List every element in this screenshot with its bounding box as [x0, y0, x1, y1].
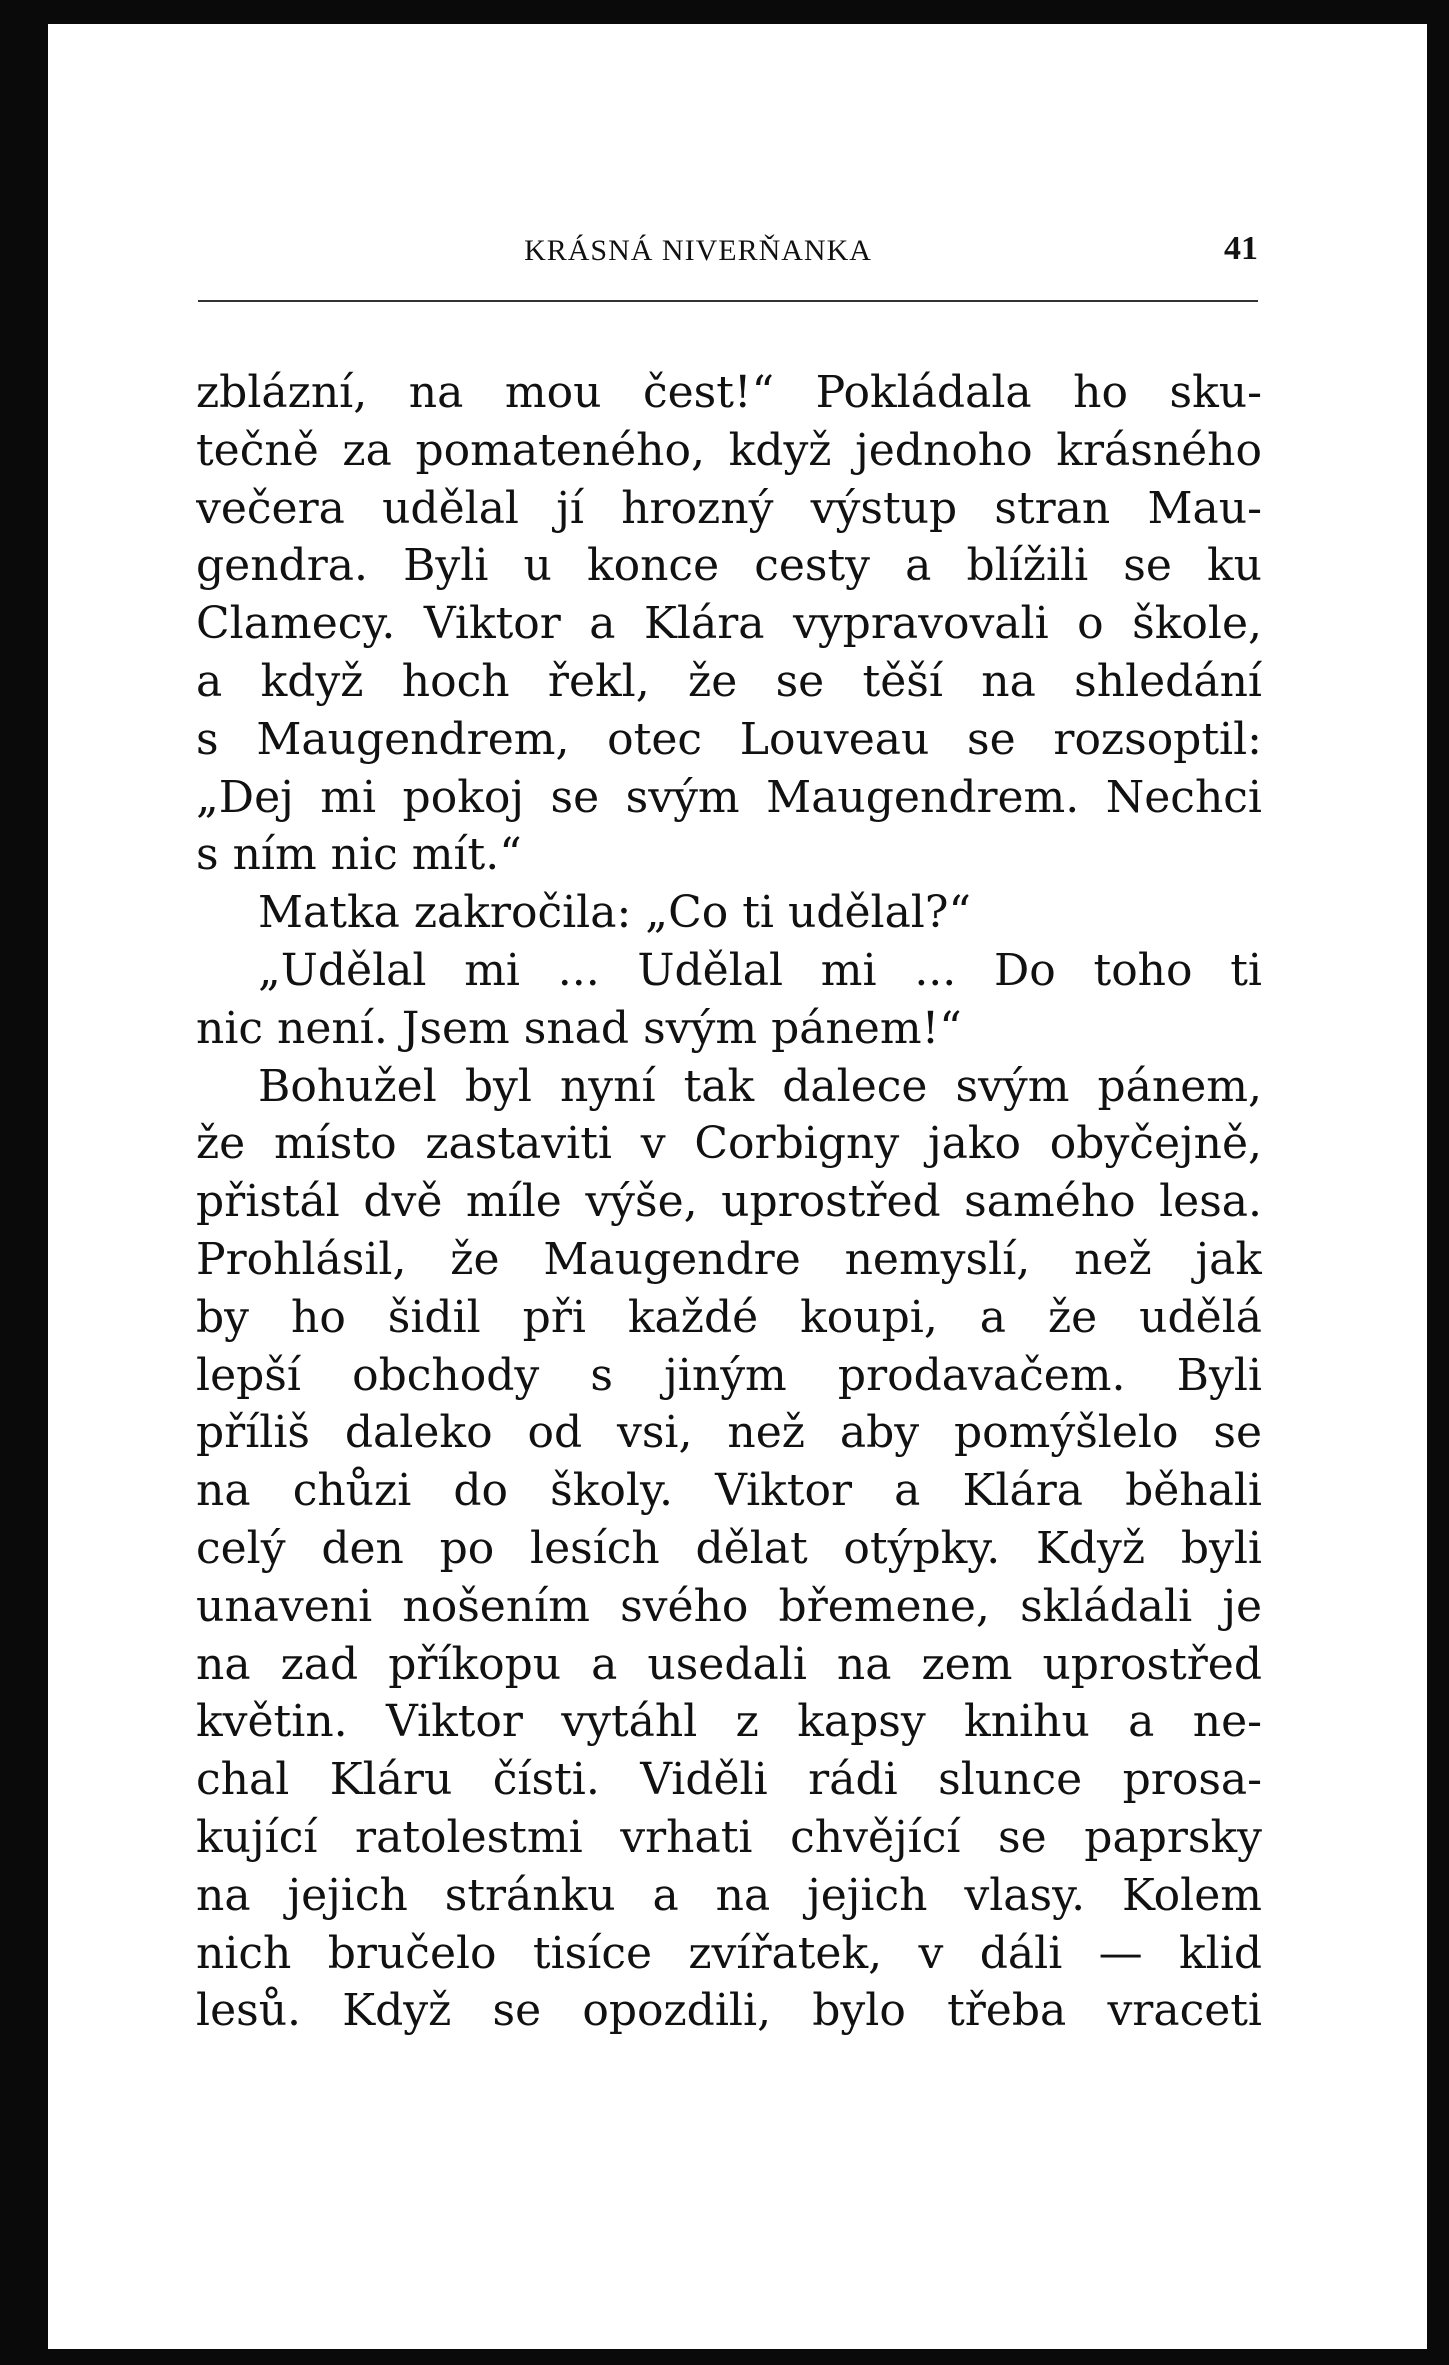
text-line: unaveni nošením svého břemene, skládali je — [196, 1580, 1262, 1632]
text-line: nich bručelo tisíce zvířatek, v dáli — klid — [196, 1927, 1262, 1979]
text-line: přistál dvě míle výše, uprostřed samého lesa. — [196, 1176, 1262, 1228]
header-rule — [198, 300, 1258, 302]
text-line: květin. Viktor vytáhl z kapsy knihu a ne- — [196, 1696, 1262, 1748]
scan-border-left — [0, 0, 48, 2365]
text-line: Clamecy. Viktor a Klára vypravovali o škole, — [196, 598, 1262, 650]
text-line: Bohužel byl nyní tak dalece svým pánem, — [258, 1060, 1262, 1112]
text-line: „Dej mi pokoj se svým Maugendrem. Nechci — [196, 771, 1262, 823]
text-line: na jejich stránku a na jejich vlasy. Kolem — [196, 1869, 1262, 1921]
text-line: s ním nic mít.“ — [196, 829, 522, 881]
text-line: lesů. Když se opozdili, bylo třeba vraceti — [196, 1985, 1262, 2037]
scan-border-top — [0, 0, 1449, 24]
scan-border-bottom — [0, 2349, 1449, 2365]
text-line: na zad příkopu a usedali na zem uprostřed — [196, 1638, 1262, 1690]
body-text — [196, 364, 1262, 2040]
running-title: KRÁSNÁ NIVERŇANKA — [524, 234, 872, 267]
text-line: „Udělal mi ... Udělal mi ... Do toho ti — [258, 944, 1262, 996]
book-page — [48, 24, 1427, 2349]
text-line: večera udělal jí hrozný výstup stran Mau- — [196, 482, 1262, 534]
text-line: chal Kláru čísti. Viděli rádi slunce prosa- — [196, 1754, 1262, 1806]
text-line: tečně za pomateného, když jednoho krásného — [196, 424, 1262, 476]
scan-border-right — [1427, 0, 1449, 2365]
text-line: příliš daleko od vsi, než aby pomýšlelo se — [196, 1407, 1262, 1459]
text-line: celý den po lesích dělat otýpky. Když byli — [196, 1522, 1262, 1574]
page-number: 41 — [1224, 230, 1258, 267]
running-head — [198, 220, 1258, 290]
text-line: nic není. Jsem snad svým pánem!“ — [196, 1002, 962, 1054]
text-line: gendra. Byli u konce cesty a blížili se ku — [196, 540, 1262, 592]
text-line: Matka zakročila: „Co ti udělal?“ — [258, 887, 971, 939]
text-line: by ho šidil při každé koupi, a že udělá — [196, 1291, 1262, 1343]
text-line: s Maugendrem, otec Louveau se rozsoptil: — [196, 713, 1262, 765]
text-line: lepší obchody s jiným prodavačem. Byli — [196, 1349, 1262, 1401]
text-line: Prohlásil, že Maugendre nemyslí, než jak — [196, 1233, 1262, 1285]
text-line: kující ratolestmi vrhati chvějící se paprsky — [196, 1811, 1262, 1863]
text-line: zblázní, na mou čest!“ Pokládala ho sku- — [196, 367, 1262, 418]
text-line: na chůzi do školy. Viktor a Klára běhali — [196, 1465, 1262, 1517]
text-line: že místo zastaviti v Corbigny jako obyčejně, — [196, 1118, 1262, 1170]
text-line: a když hoch řekl, že se těší na shledání — [196, 655, 1262, 707]
